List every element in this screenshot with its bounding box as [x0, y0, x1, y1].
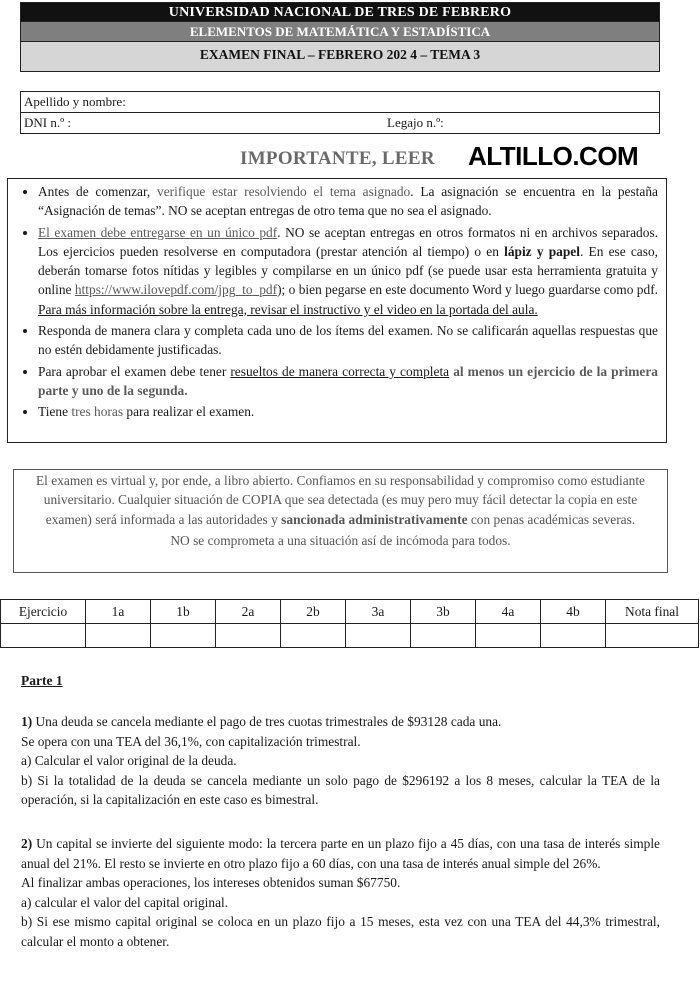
grades-header-cell: Ejercicio [1, 600, 86, 624]
grades-header-cell: 4b [541, 600, 606, 624]
exercise-item-b: b) Si ese mismo capital original se coloca en un plazo fijo a 15 meses, esta vez con una TEA del 44,3% trimestral, calcular el monto a obtener. [21, 914, 660, 949]
grades-header-cell: 2a [216, 600, 281, 624]
grade-cell[interactable] [411, 624, 476, 648]
grades-header-row [1, 600, 699, 624]
grade-cell[interactable] [151, 624, 216, 648]
rule-item: • Para aprobar el examen debe tener resueltos de manera correcta y completa al menos un ejercicio de la primera parte y uno de la segunda. [38, 362, 658, 401]
ilovepdf-link[interactable]: https://www.ilovepdf.com/jpg_to_pdf [74, 282, 278, 298]
part-title: Parte 1 [21, 673, 63, 688]
exercise-statement: 1) Una deuda se cancela mediante el pago de tres cuotas trimestrales de $93128 cada una. [21, 714, 502, 729]
grades-header-cell: 1b [151, 600, 216, 624]
grade-cell[interactable] [1, 624, 86, 648]
id-row [21, 112, 659, 133]
rule-item: • Responda de manera clara y completa cada uno de los ítems del examen. No se calificarán aquellas respuestas que no estén debidamente justificadas. [38, 321, 658, 360]
legajo-field[interactable]: Legajo n.º: [387, 115, 444, 130]
grades-header-cell: 2b [281, 600, 346, 624]
rules-list [8, 182, 658, 422]
grades-header-cell: 4a [476, 600, 541, 624]
rule-item: • Antes de comenzar, verifique estar resolviendo el tema asignado. La asignación se encuentra en la pestaña “Asignación de temas”. NO se aceptan entregas de otro tema que no sea el asignado. [38, 182, 658, 221]
university-name: UNIVERSIDAD NACIONAL DE TRES DE FEBRERO [20, 2, 660, 22]
grade-cell[interactable] [541, 624, 606, 648]
student-info-box [20, 91, 660, 134]
exam-header [20, 2, 660, 72]
exercise-line: Al finalizar ambas operaciones, los intereses obtenidos suman $67750. [21, 875, 401, 890]
rules-box [7, 178, 667, 443]
exercise-item-b: b) Si la totalidad de la deuda se cancela mediante un solo pago de $296192 a los 8 meses, calcular la TEA de la operación, si la capitalización en este caso es bimestral. [21, 772, 660, 807]
exercise-item-a: a) Calcular el valor original de la deuda. [21, 753, 237, 768]
instructions-link: Para más información sobre la entrega, revisar el instructivo y el video en la portada del aula. [38, 301, 538, 317]
grade-cell[interactable] [281, 624, 346, 648]
grade-cell[interactable] [86, 624, 151, 648]
notice-paragraph: El examen es virtual y, por ende, a libro abierto. Confiamos en su responsabilidad y compromiso como estudiante universitario. Cualquier situación de COPIA que sea detectada (es muy pero muy fácil detectar la copia en este examen) será informada a las autoridades y sancionada administrativamente con penas académicas severas. [36, 473, 645, 527]
grades-score-row [1, 624, 699, 648]
subject-name: ELEMENTOS DE MATEMÁTICA Y ESTADÍSTICA [20, 22, 660, 42]
exercise-2 [21, 834, 660, 951]
grades-header-cell: 1a [86, 600, 151, 624]
exercise-statement: 2) Un capital se invierte del siguiente modo: la tercera parte en un plazo fijo a 45 días, con una tasa de interés simple anual del 21%. El resto se invierte en otro plazo fijo a 60 días, con una tasa de interés anual simple del 26%. [21, 836, 660, 871]
exercise-line: Se opera con una TEA del 36,1%, con capitalización trimestral. [21, 733, 361, 749]
dni-field[interactable]: DNI n.º : [24, 115, 71, 130]
grades-table [0, 599, 699, 648]
grade-cell[interactable] [216, 624, 281, 648]
notice-warning: NO se comprometa a una situación así de incómoda para todos. [170, 532, 511, 548]
rule-item: • El examen debe entregarse en un único pdf. NO se aceptan entregas en otros formatos ni en archivos separados. Los ejercicios pueden resolverse en computadora (prestar atención al tiempo) o en lápiz y papel. En ese caso, deberán tomarse fotos nítidas y legibles y compilarse en un único pdf (se puede usar esta herramienta gratuita y online https://www.ilovepdf.com/jpg_to_pdf); o bien pegarse en este documento Word y luego guardarse como pdf. Para más información sobre la entrega, revisar el instructivo y el video en la portada del aula. [38, 223, 658, 319]
grade-cell[interactable] [476, 624, 541, 648]
virtual-exam-notice [13, 469, 668, 573]
grades-header-cell: 3a [346, 600, 411, 624]
grade-cell[interactable] [346, 624, 411, 648]
rule-item: • Tiene tres horas para realizar el examen. [38, 402, 658, 421]
exercise-item-a: a) calcular el valor del capital original. [21, 894, 229, 910]
name-label: Apellido y nombre: [24, 94, 126, 109]
exam-title: EXAMEN FINAL – FEBRERO 202 4 – TEMA 3 [20, 42, 660, 72]
grade-cell[interactable] [606, 624, 699, 648]
grades-header-cell: 3b [411, 600, 476, 624]
name-field[interactable] [21, 92, 659, 112]
important-title: IMPORTANTE, LEER [240, 148, 435, 169]
grades-header-cell: Nota final [606, 600, 699, 624]
altillo-logo: ALTILLO.COM [468, 141, 639, 171]
exercise-1 [21, 712, 660, 810]
